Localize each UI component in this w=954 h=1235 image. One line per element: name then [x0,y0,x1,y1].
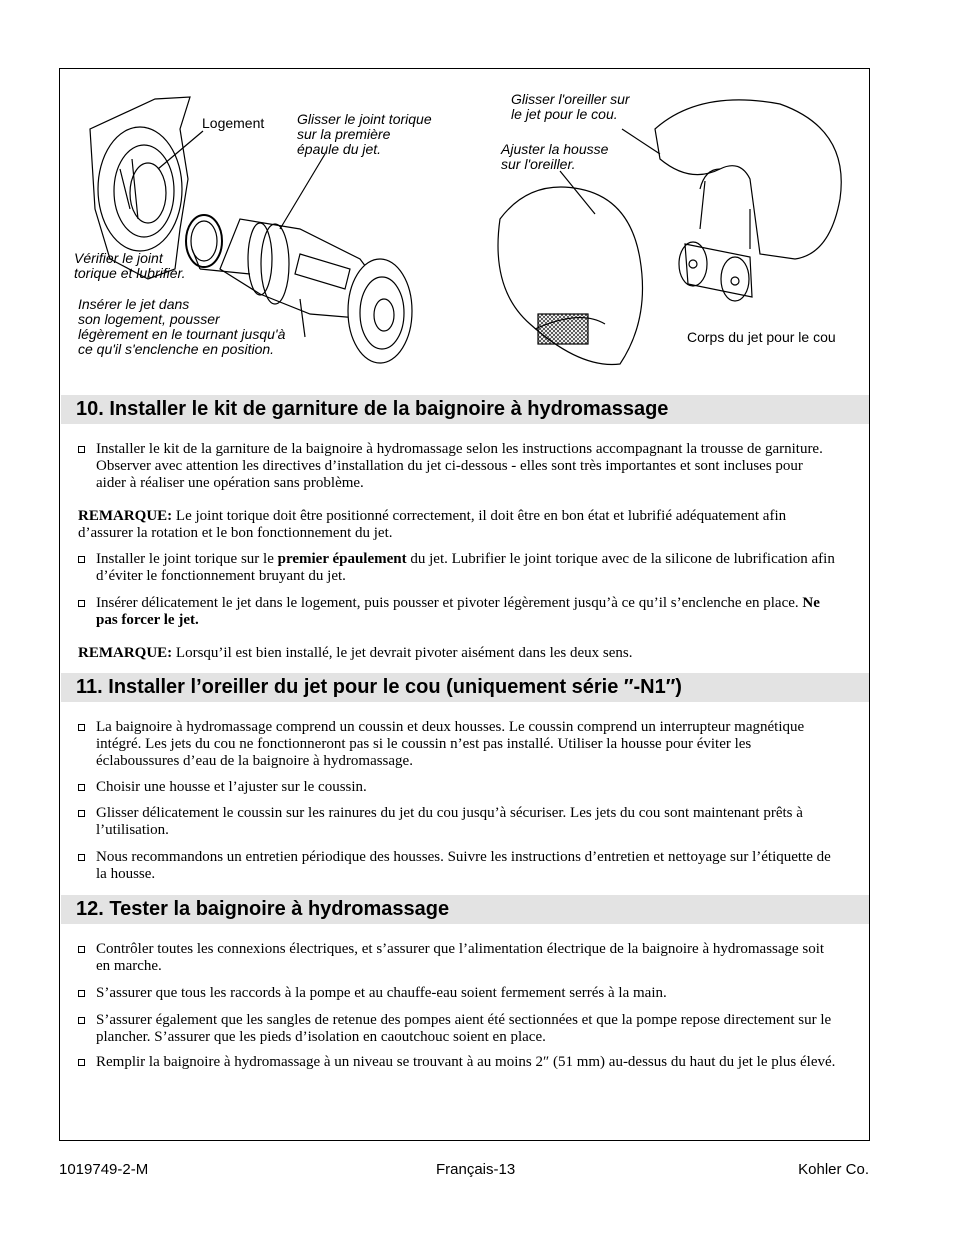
callout-logement: Logement [202,115,265,131]
callout-verifier: Vérifier le joint torique et lubrifier. [74,250,186,281]
bullet-bold-text: premier épaulement [277,551,407,567]
bullet-box-icon [78,946,85,953]
footer-company: Kohler Co. [798,1161,869,1178]
section-11-bullet-4 [96,849,836,883]
section-11-bullet-1 [96,719,836,770]
section-11-bullet-3 [96,805,836,839]
callout-corps: Corps du jet pour le cou [687,329,836,345]
section-10-note-2 [78,645,838,662]
bullet-text: Choisir une housse et l’ajuster sur le coussin. [96,779,367,795]
bullet-text: du jet. Lubrifier le joint torique avec de la silicone de lubrification afin d’éviter le fonctionnement bruyant du jet. [96,551,835,584]
section-10-bullet-1 [96,441,836,492]
installation-illustration [60,69,869,391]
section-10-heading: 10. Installer le kit de garniture de la baignoire à hydromassage [61,395,869,424]
bullet-text: S’assurer que tous les raccords à la pompe et au chauffe-eau soient fermement serrés à la main. [96,985,667,1001]
bullet-text: S’assurer également que les sangles de retenue des pompes aient été sectionnées et que la pompe repose directement sur le plancher. S’assurer que les pieds d’isolation en caoutchouc soient en place. [96,1012,832,1045]
bullet-text: Glisser délicatement le coussin sur les rainures du jet du cou jusqu’à sécuriser. Les jets du cou sont maintenant prêts à l’utilisation. [96,805,803,838]
section-10-note-1 [78,508,838,542]
bullet-box-icon [78,600,85,607]
bullet-box-icon [78,446,85,453]
note-text: Le joint torique doit être positionné correctement, il doit être en bon état et lubrifié adéquatement afin d’assurer la rotation et le bon fonctionnement du jet. [78,508,787,541]
bullet-text: Remplir la baignoire à hydromassage à un niveau se trouvant à au moins 2″ (51 mm) au-dessus du haut du jet le plus élevé. [96,1054,836,1070]
bullet-box-icon [78,784,85,791]
section-12-bullet-2 [96,985,836,1002]
bullet-text: Installer le joint torique sur le [96,551,278,567]
callout-glisser-oreiller: Glisser l'oreiller sur le jet pour le cou. [511,91,630,122]
bullet-bold-text: Ne pas forcer le jet. [96,595,820,628]
callout-glisser-joint: Glisser le joint torique sur la première épaule du jet. [297,111,432,157]
bullet-text: Contrôler toutes les connexions électriques, et s’assurer que l’alimentation électrique de la baignoire à hydromassage soit en marche. [96,941,825,974]
content-frame [59,68,870,1141]
bullet-box-icon [78,990,85,997]
section-12-bullet-1 [96,941,836,975]
note-label: REMARQUE: [78,508,173,524]
bullet-box-icon [78,854,85,861]
section-11-heading: 11. Installer l’oreiller du jet pour le cou (uniquement série ″-N1″) [61,673,869,702]
callout-inserer: Insérer le jet dans son logement, pousser légèrement en le tournant jusqu'à ce qu'il s'enclenche en position. [78,296,286,357]
bullet-box-icon [78,1059,85,1066]
section-11-bullet-2 [96,779,836,796]
footer-doc-number: 1019749-2-M [59,1161,149,1178]
bullet-text: Installer le kit de la garniture de la baignoire à hydromassage selon les instructions accompagnant la trousse de garniture. Observer avec attention les directives d’installation du jet ci-dessous - elles sont très importantes et sont incluses pour aider à réaliser une opération sans problème. [96,441,823,491]
section-12-bullet-3 [96,1012,836,1046]
bullet-box-icon [78,556,85,563]
bullet-box-icon [78,1017,85,1024]
section-10-bullet-3 [96,595,836,629]
section-10-bullet-2 [96,551,836,585]
footer-page-number: Français-13 [436,1161,516,1178]
callout-ajuster: Ajuster la housse sur l'oreiller. [501,141,609,172]
bullet-text: La baignoire à hydromassage comprend un coussin et deux housses. Le coussin comprend un interrupteur magnétique intégré. Les jets du cou ne fonctionneront pas si le coussin n’est pas installé. Utiliser la housse pour éviter les éclaboussures d’eau de la baignoire à hydromassage. [96,719,805,769]
bullet-box-icon [78,810,85,817]
note-label: REMARQUE: [78,645,173,661]
section-12-heading: 12. Tester la baignoire à hydromassage [61,895,869,924]
section-12-bullet-4 [96,1054,836,1071]
note-text: Lorsqu’il est bien installé, le jet devrait pivoter aisément dans les deux sens. [172,645,633,661]
bullet-box-icon [78,724,85,731]
bullet-text: Nous recommandons un entretien périodique des housses. Suivre les instructions d’entretien et nettoyage sur l’étiquette de la housse. [96,849,831,882]
bullet-text: Insérer délicatement le jet dans le logement, puis pousser et pivoter légèrement jusqu’à ce qu’il s’enclenche en place. [96,595,803,611]
